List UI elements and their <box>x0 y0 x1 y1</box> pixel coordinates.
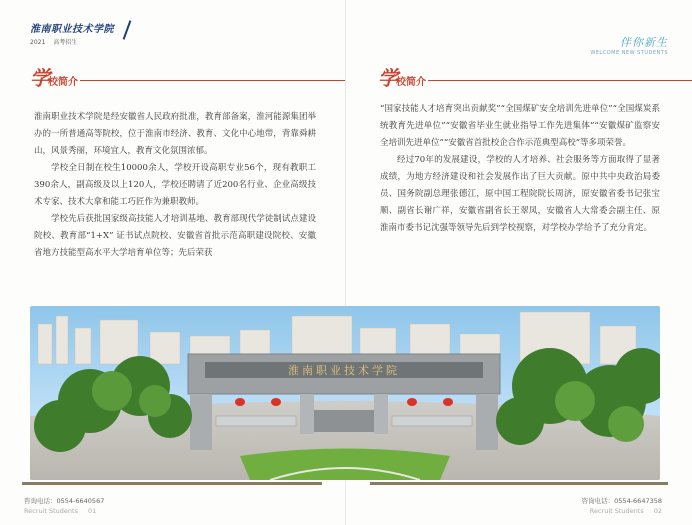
heading-small: 校简介 <box>48 77 78 88</box>
section-heading <box>30 62 78 91</box>
footer-phone: 咨询电话：0554-6647358 <box>581 497 662 505</box>
heading-big: 学 <box>378 66 398 90</box>
logo-script: 淮南职业技术学院 <box>30 24 114 35</box>
campus-illustration <box>30 306 660 480</box>
school-logo <box>30 20 140 52</box>
section-heading <box>378 62 426 91</box>
heading-rule <box>428 80 692 81</box>
intro-text <box>380 101 660 237</box>
paragraph: 学校先后获批国家级高技能人才培训基地、教育部现代学徒制试点建设院校、教育部“1+X” 证书试点院校、安徽省首批示范高职建设院校、安徽省地方技能型高水平大学培育单位等；先后荣获 <box>34 214 316 258</box>
footer-bar <box>22 482 322 485</box>
footer <box>582 496 662 515</box>
logo-sub: 高考招生 <box>53 39 78 46</box>
footer <box>24 496 104 515</box>
paragraph: 学校全日制在校生10000余人，学校开设高职专业56个，现有教职工390余人，副高级及以上120人，学校还聘请了近200名行业、企业高级技术专家、技术大拿和能工巧匠作为兼职教师。 <box>34 163 316 207</box>
footer-bar <box>370 482 668 485</box>
paragraph: 经过70年的发展建设，学校的人才培养、社会服务等方面取得了显著成绩，为地方经济建设和社会发展作出了巨大贡献。原中共中央政治局委员、国务院副总理张德江，原中国工程院院长周济，原安徽省委书记张宝顺、副省长谢广祥，安徽省副省长王翠凤，安徽省人大常委会副主任、原淮南市委书记沈强等领导先后到学校视察，对学校办学给予了充分肯定。 <box>380 155 660 233</box>
page-number: 01 <box>87 507 97 515</box>
welcome-logo <box>590 34 668 56</box>
footer-phone: 咨询电话：0554-6640567 <box>24 497 105 505</box>
heading-small: 校简介 <box>396 77 426 88</box>
page-number: 02 <box>653 507 662 515</box>
gate-sign: 淮南职业技术学院 <box>288 364 400 377</box>
footer-label: Recruit Students <box>589 507 644 515</box>
heading-big: 学 <box>30 66 50 90</box>
campus-gate-photo <box>30 306 660 480</box>
welcome-sub: WELCOME NEW STUDENTS <box>590 50 668 56</box>
paragraph: 淮南职业技术学院是经安徽省人民政府批准，教育部备案，淮河能源集团举办的一所普通高等院校，位于淮南市经济、教育、文化中心地带，背靠舜耕山，风景秀丽，环境宜人，教育文化氛围浓郁。 <box>34 112 316 156</box>
intro-text <box>34 109 316 262</box>
footer-label: Recruit Students <box>24 507 78 515</box>
logo-year: 2021 <box>30 39 46 46</box>
heading-rule <box>80 80 355 81</box>
welcome-script: 伴你新生 <box>620 36 668 49</box>
paragraph: “国家技能人才培育突出贡献奖”“全国煤矿安全培训先进单位”“全国煤炭系统教育先进单位”“安徽省毕业生就业指导工作先进集体”“安徽煤矿监察安全培训先进单位”“安徽省首批校企合作示范典型高校”等多项荣誉。 <box>380 104 660 148</box>
